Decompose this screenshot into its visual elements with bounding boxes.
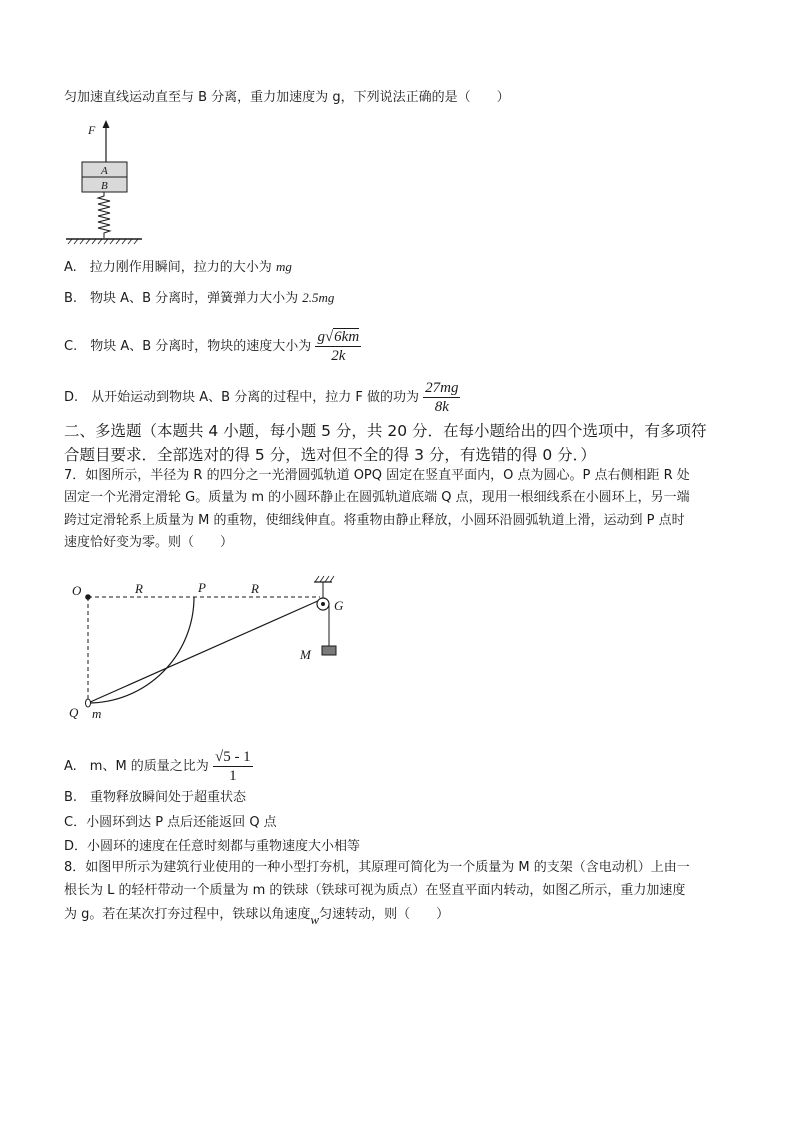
q8-line2: 根长为 L 的轻杆带动一个质量为 m 的铁球（铁球可视为质点）在竖直平面内转动，如图乙所示，重力加速度 [64,883,686,898]
q6-block-b-label: B [101,180,108,192]
q6-d-den: 8k [434,399,449,415]
q6-figure [64,118,144,248]
spring [98,192,110,238]
q6-block-a-label: A [101,165,108,177]
section2-heading-line2: 合题目要求．全部选对的得 5 分，选对但不全的得 3 分，有选错的得 0 分．） [64,446,596,464]
hanging-mass-m [322,646,336,655]
q8-line3-after: 匀速转动，则（ ） [319,907,450,922]
label-r-right: R [251,581,259,596]
label-q: Q [69,705,79,720]
quarter-arc-track [88,597,194,703]
sqrt-sign: √ [214,749,224,765]
q6-option-b-expr: 2.5mg [302,290,335,305]
q7-option-a-text: A. m、M 的质量之比为 [64,759,209,774]
q7-option-a-fraction [213,748,253,785]
q7-a-den: 1 [229,768,237,784]
q7-line4: 速度恰好变为零。则（ ） [64,535,234,550]
q7-line1: 7．如图所示，半径为 R 的四分之一光滑圆弧轨道 OPQ 固定在竖直平面内，O 点为圆心。P 点右侧相距 R 处 [64,468,690,483]
q6-option-b [64,289,334,308]
sqrt-sign: √ [324,329,334,345]
label-m-small: m [92,706,102,721]
q7-option-d: D．小圆环的速度在任意时刻都与重物速度大小相等 [64,839,361,854]
q7-option-a [64,748,253,785]
q6-option-a-expr: mg [275,259,292,274]
q6-c-num-root: 6km [334,329,360,345]
label-g: G [334,598,344,613]
q6-d-num: 27mg [425,380,459,396]
q7-a-num: 5 - 1 [223,749,251,765]
q6-option-a-text: A. 拉力刚作用瞬间，拉力的大小为 [64,260,272,275]
q8-line3-before: 为 g。若在某次打夯过程中，铁球以角速度 [64,907,311,922]
label-r-left: R [135,581,143,596]
q6-force-label: F [88,123,96,137]
ring-m [86,699,91,707]
q6-option-c-text: C. 物块 A、B 分离时，物块的速度大小为 [64,339,312,354]
q6-c-num-g: g [317,329,325,345]
q6-option-d-fraction [423,379,460,416]
point-o [85,594,91,600]
q6-stem-tail: 匀加速直线运动直至与 B 分离，重力加速度为 g，下列说法正确的是（ ） [64,90,510,105]
label-o: O [72,583,82,598]
q8-line3 [64,905,450,927]
q7-option-b: B. 重物释放瞬间处于超重状态 [64,790,247,805]
q7-option-c: C．小圆环到达 P 点后还能返回 Q 点 [64,815,277,830]
q6-option-d-text: D. 从开始运动到物块 A、B 分离的过程中，拉力 F 做的功为 [64,390,419,405]
q6-c-den: 2k [331,348,346,364]
label-p: P [198,580,206,595]
q6-option-b-text: B. 物块 A、B 分离时，弹簧弹力大小为 [64,291,299,306]
q6-option-c [64,328,361,365]
section2-heading-line1: 二、多选题（本题共 4 小题，每小题 5 分，共 20 分．在每小题给出的四个选项中，有多项符 [64,422,707,440]
q7-line3: 跨过定滑轮系上质量为 M 的重物，使细线伸直。将重物由静止释放，小圆环沿圆弧轨道上滑，运动到 P 点时 [64,513,685,528]
q6-option-d [64,379,460,416]
q8-omega-symbol: w [310,912,320,927]
q7-line2: 固定一个光滑定滑轮 G。质量为 m 的小圆环静止在圆弧轨道底端 Q 点，现用一根细线系在小圆环上，另一端 [64,490,690,505]
q7-figure [64,570,354,730]
q6-option-c-fraction [315,328,361,365]
q8-line1: 8．如图甲所示为建筑行业使用的一种小型打夯机，其原理可简化为一个质量为 M 的支架（含电动机）上由一 [64,860,690,875]
q6-option-a [64,258,292,277]
label-m-big: M [300,647,311,662]
